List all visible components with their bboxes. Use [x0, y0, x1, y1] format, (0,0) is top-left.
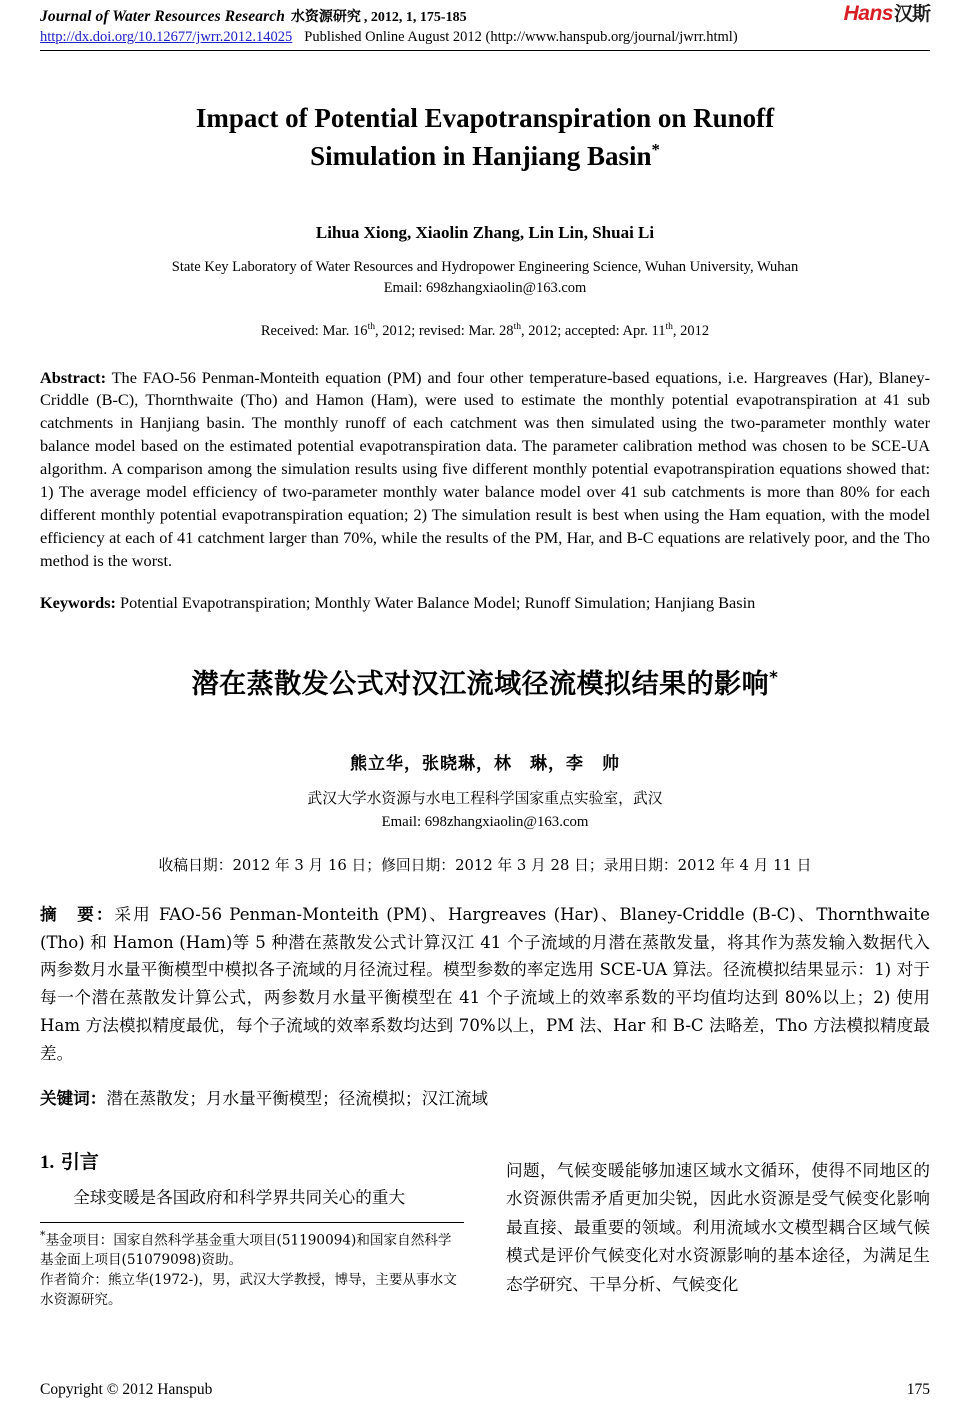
column-right — [506, 1147, 930, 1311]
abstract-en — [40, 367, 930, 573]
journal-citation: , 2012, 1, 175-185 — [363, 10, 467, 25]
footnote-divider — [40, 1222, 464, 1223]
footnote-block — [40, 1228, 464, 1310]
footnote-star-marker: * — [40, 1229, 46, 1243]
title-cn-text: 潜在蒸散发公式对汉江流域径流模拟结果的影响 — [191, 669, 770, 701]
affiliation-en: State Key Laboratory of Water Resources and Hydropower Engineering Science, Wuhan University, Wuhan — [171, 258, 799, 275]
journal-title-cn: 水资源研究 — [290, 9, 361, 25]
abstract-cn — [40, 901, 930, 1068]
doi-link[interactable]: http://dx.doi.org/10.12677/jwrr.2012.14025 — [40, 29, 293, 45]
abstract-text-cn: 采用 FAO-56 Penman-Monteith (PM)、Hargreaves (Har)、Blaney-Criddle (B-C)、Thornthwaite (Tho) 和 Hamon (Ham)等 5 种潜在蒸散发公式计算汉江 41 个子流域的月潜在蒸散发量，将其作为蒸发输入数据代入两参数月水量平衡模型中模拟各子流域的月径流过程。模型参数的率定选用 SCE-UA 算法。径流模拟结果显示：1) 对于每一个潜在蒸散发计算公式，两参数月水量平衡模型在 41 个子流域上的效率系数的平均值均达到 80%以上；2) 使用 Ham 方法模拟精度最优，每个子流域的效率系数均达到 70%以上，PM 法、Har 和 B-C 法略差，Tho 方法模拟精度最差。 — [40, 904, 930, 1064]
affiliation-block-cn — [40, 788, 930, 832]
title-line-1: Impact of Potential Evapotranspiration on Runoff — [195, 103, 775, 133]
keywords-cn — [40, 1086, 930, 1113]
keywords-label-cn: 关键词： — [40, 1088, 107, 1108]
footnote-funding — [40, 1228, 464, 1271]
keywords-en — [40, 592, 930, 615]
header-divider — [40, 50, 930, 51]
logo-chinese-text: 汉斯 — [893, 3, 930, 25]
keywords-text-en: Potential Evapotranspiration; Monthly Water Balance Model; Runoff Simulation; Hanjiang Basin — [115, 592, 756, 612]
section-heading-1 — [40, 1147, 464, 1174]
date-accepted-prefix: , 2012; accepted: Apr. 11 — [521, 322, 666, 339]
date-ordinal-3: th — [665, 320, 673, 332]
page-number: 175 — [906, 1381, 930, 1398]
date-received-prefix: Received: Mar. 16 — [260, 322, 368, 339]
page-title-en — [95, 99, 875, 176]
footnote-funding-text: 基金项目：国家自然科学基金重大项目(51190094)和国家自然科学基金面上项目(51079098)资助。 — [40, 1232, 452, 1269]
dates-en — [40, 321, 930, 340]
published-online-text: Published Online August 2012 (http://www.hanspub.org/journal/jwrr.html) — [304, 29, 738, 45]
affiliation-block-en — [40, 257, 930, 299]
masthead-top-row — [40, 4, 930, 26]
title-cn-footnote-marker: * — [769, 667, 779, 688]
keywords-label-en: Keywords: — [40, 592, 116, 612]
section-number-1: 1. — [40, 1151, 55, 1173]
running-header — [40, 0, 930, 51]
affiliation-cn: 武汉大学水资源与水电工程科学国家重点实验室，武汉 — [307, 790, 663, 808]
authors-en: Lihua Xiong, Xiaolin Zhang, Lin Lin, Shuai Li — [315, 222, 655, 242]
footnote-author-bio: 作者简介：熊立华(1972-)，男，武汉大学教授，博导，主要从事水文水资源研究。 — [40, 1271, 457, 1308]
title-footnote-marker: * — [651, 140, 660, 160]
paragraph-intro-right: 问题，气候变暖能够加速区域水文循环，使得不同地区的水资源供需矛盾更加尖锐，因此水资源是受气候变化影响最直接、最重要的领域。利用流域水文模型耦合区域气候模式是评价气候变化对水资源影响的基本途径，为满足生态学研究、干旱分析、气候变化 — [506, 1160, 930, 1294]
date-year-suffix: , 2012 — [672, 322, 710, 339]
date-ordinal-2: th — [513, 320, 522, 332]
section-title-1: 引言 — [60, 1150, 99, 1173]
copyright-notice: Copyright © 2012 Hanspub — [40, 1381, 213, 1398]
paragraph-intro-left: 全球变暖是各国政府和科学界共同关心的重大 — [73, 1187, 406, 1207]
journal-title-en: Journal of Water Resources Research — [40, 8, 285, 25]
journal-identification — [40, 6, 467, 26]
logo-latin-text: Hans — [843, 2, 893, 25]
date-ordinal-1: th — [367, 320, 376, 332]
title-line-2: Simulation in Hanjiang Basin — [310, 141, 652, 172]
abstract-label-en: Abstract: — [40, 367, 107, 387]
authors-cn: 熊立华，张晓琳，林 琳，李 帅 — [350, 754, 620, 775]
page-footer — [40, 1381, 930, 1399]
abstract-text-en: The FAO-56 Penman-Monteith equation (PM) and four other temperature-based equations, i.e. Hargreaves (Har), Blaney-Criddle (B-C), Thornthwaite (Tho) and Hamon (Ham), were used to estimate the monthly potential evapotranspiration at 41 sub catchments in Hanjiang basin. The monthly runoff of each catchment was then simulated using the two-parameter monthly water balance model based on the estimated potential evapotranspiration data. The parameter calibration method was chosen to be SCE-UA algorithm. A comparison among the simulation results using five different monthly potential evapotranspiration equations showed that: 1) The average model efficiency of two-parameter monthly water balance model over 41 sub catchments is more than 80% for each different monthly potential evapotranspiration equation; 2) The simulation result is best when using the Ham equation, with the model efficiency at each of 41 catchment larger than 70%, while the results of the PM, Har, and B-C equations are relatively poor, and the Tho method is the worst. — [40, 367, 930, 570]
hanspub-logo — [844, 3, 930, 24]
date-revised-prefix: , 2012; revised: Mar. 28 — [375, 322, 514, 339]
dates-cn: 收稿日期：2012 年 3 月 16 日；修回日期：2012 年 3 月 28 日；录用日期：2012 年 4 月 11 日 — [158, 856, 812, 874]
column-left — [40, 1147, 464, 1311]
email-cn: Email: 698zhangxiaolin@163.com — [381, 813, 589, 830]
abstract-label-cn: 摘 要： — [40, 904, 115, 924]
masthead-doi-row — [40, 29, 930, 46]
email-en: Email: 698zhangxiaolin@163.com — [383, 279, 587, 296]
keywords-text-cn: 潜在蒸散发；月水量平衡模型；径流模拟；汉江流域 — [106, 1088, 489, 1108]
page-title-cn — [40, 662, 930, 701]
body-columns — [40, 1147, 930, 1311]
